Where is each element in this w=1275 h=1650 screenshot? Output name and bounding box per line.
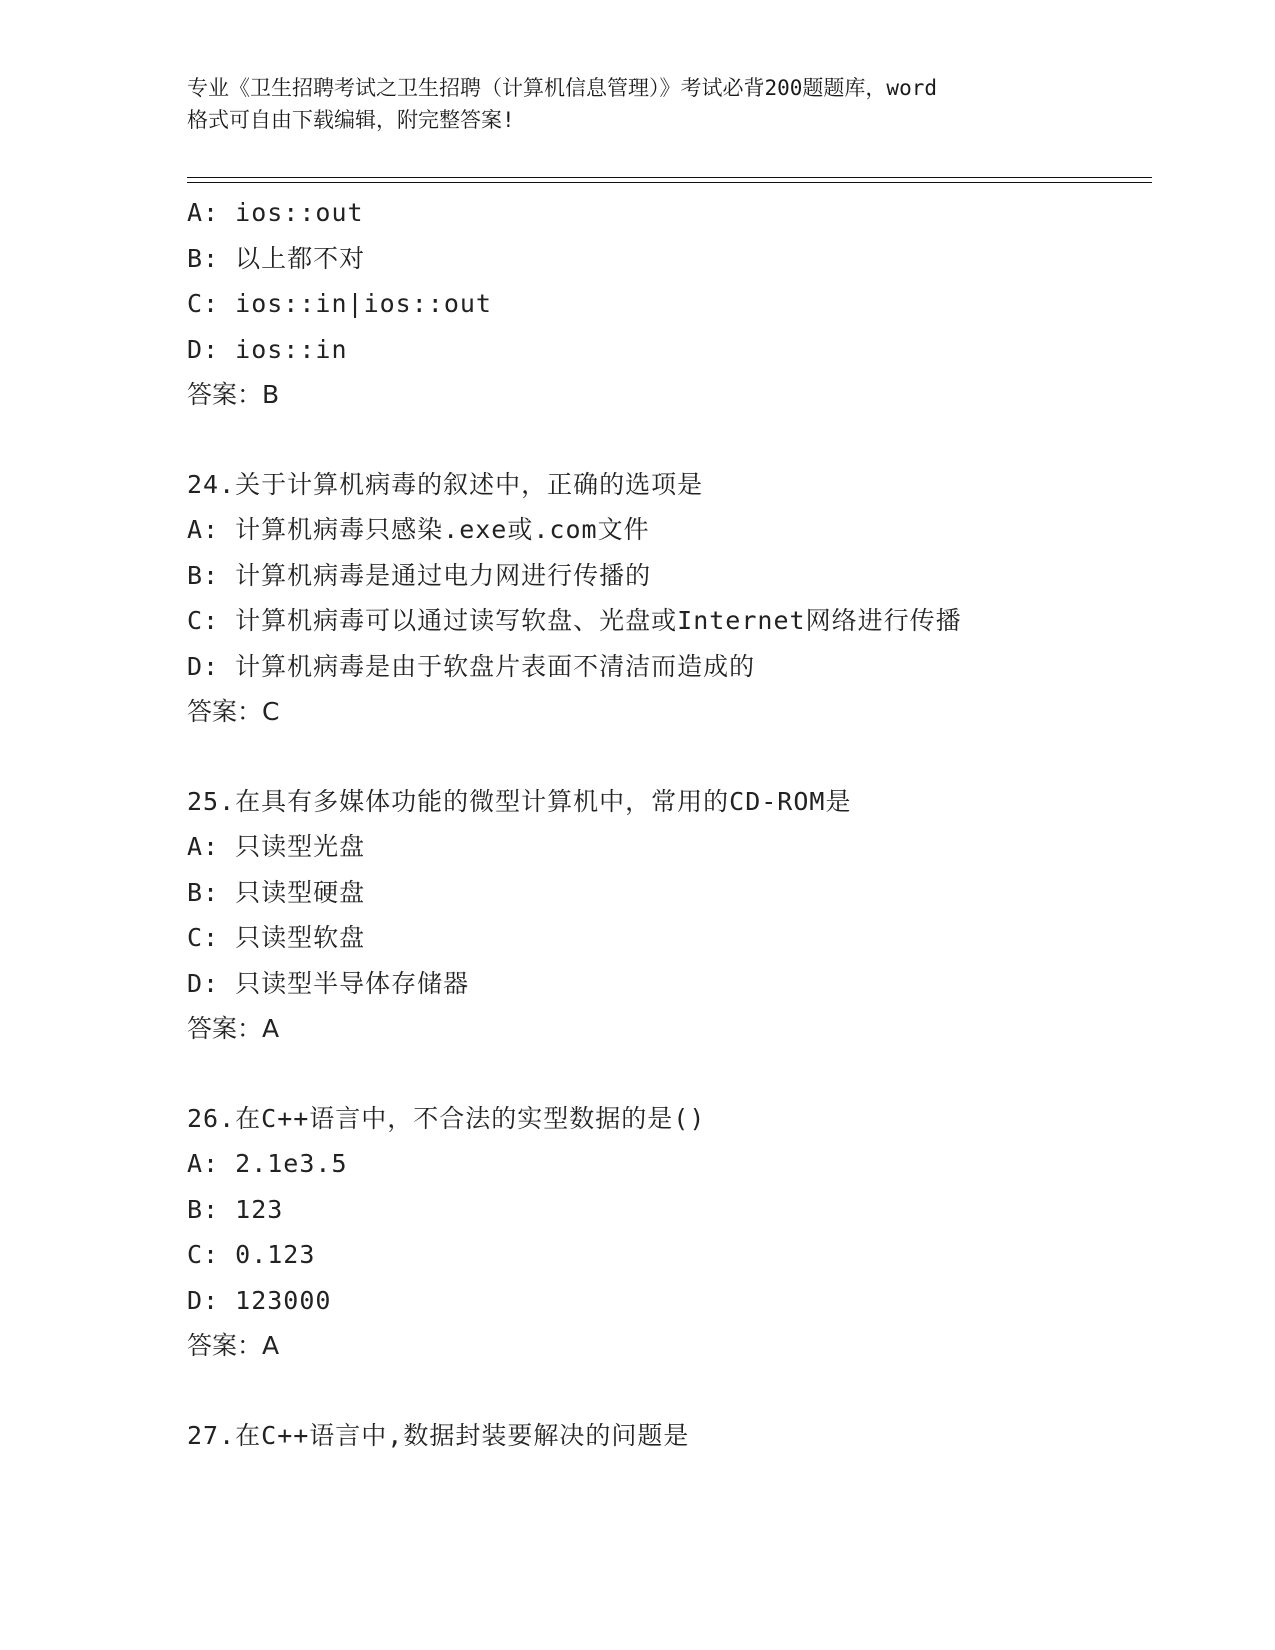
question-text: 24.关于计算机病毒的叙述中，正确的选项是 [187, 469, 704, 499]
answer-text: 答案：A [187, 1331, 280, 1360]
option-b: B: 计算机病毒是通过电力网进行传播的 [187, 560, 652, 590]
option-a: A: ios::out [187, 198, 364, 227]
question-text: 26.在C++语言中，不合法的实型数据的是() [187, 1103, 706, 1133]
question-block [187, 779, 1147, 1052]
option-d: D: 计算机病毒是由于软盘片表面不清洁而造成的 [187, 651, 756, 681]
option-d: D: 123000 [187, 1285, 332, 1315]
answer-text: 答案：A [187, 1014, 280, 1043]
page-header [187, 72, 1107, 136]
option-a: A: 2.1e3.5 [187, 1149, 348, 1178]
question-block [187, 1096, 1147, 1369]
header-divider-top [187, 177, 1152, 178]
option-c: C: 只读型软盘 [187, 923, 366, 952]
question-block [187, 190, 1147, 418]
option-c: C: 0.123 [187, 1240, 316, 1269]
header-divider-bottom [187, 182, 1152, 183]
answer-text: 答案：C [187, 697, 280, 726]
option-b: B: 123 [187, 1194, 284, 1224]
option-a: A: 只读型光盘 [187, 832, 366, 861]
question-block [187, 462, 1147, 735]
header-line-1: 专业《卫生招聘考试之卫生招聘（计算机信息管理）》考试必背200题题库，word [187, 76, 937, 100]
question-text: 25.在具有多媒体功能的微型计算机中，常用的CD-ROM是 [187, 786, 852, 816]
option-d: D: 只读型半导体存储器 [187, 968, 470, 998]
option-b: B: 只读型硬盘 [187, 877, 366, 907]
question-list [187, 190, 1147, 1458]
header-line-2: 格式可自由下载编辑，附完整答案! [187, 108, 515, 132]
option-c: C: 计算机病毒可以通过读写软盘、光盘或Internet网络进行传播 [187, 606, 962, 635]
option-c: C: ios::in|ios::out [187, 289, 492, 318]
question-text: 27.在C++语言中,数据封装要解决的问题是 [187, 1420, 690, 1450]
option-b: B: 以上都不对 [187, 243, 366, 273]
option-d: D: ios::in [187, 334, 348, 364]
answer-text: 答案：B [187, 380, 280, 409]
option-a: A: 计算机病毒只感染.exe或.com文件 [187, 515, 650, 544]
question-block [187, 1413, 1147, 1459]
